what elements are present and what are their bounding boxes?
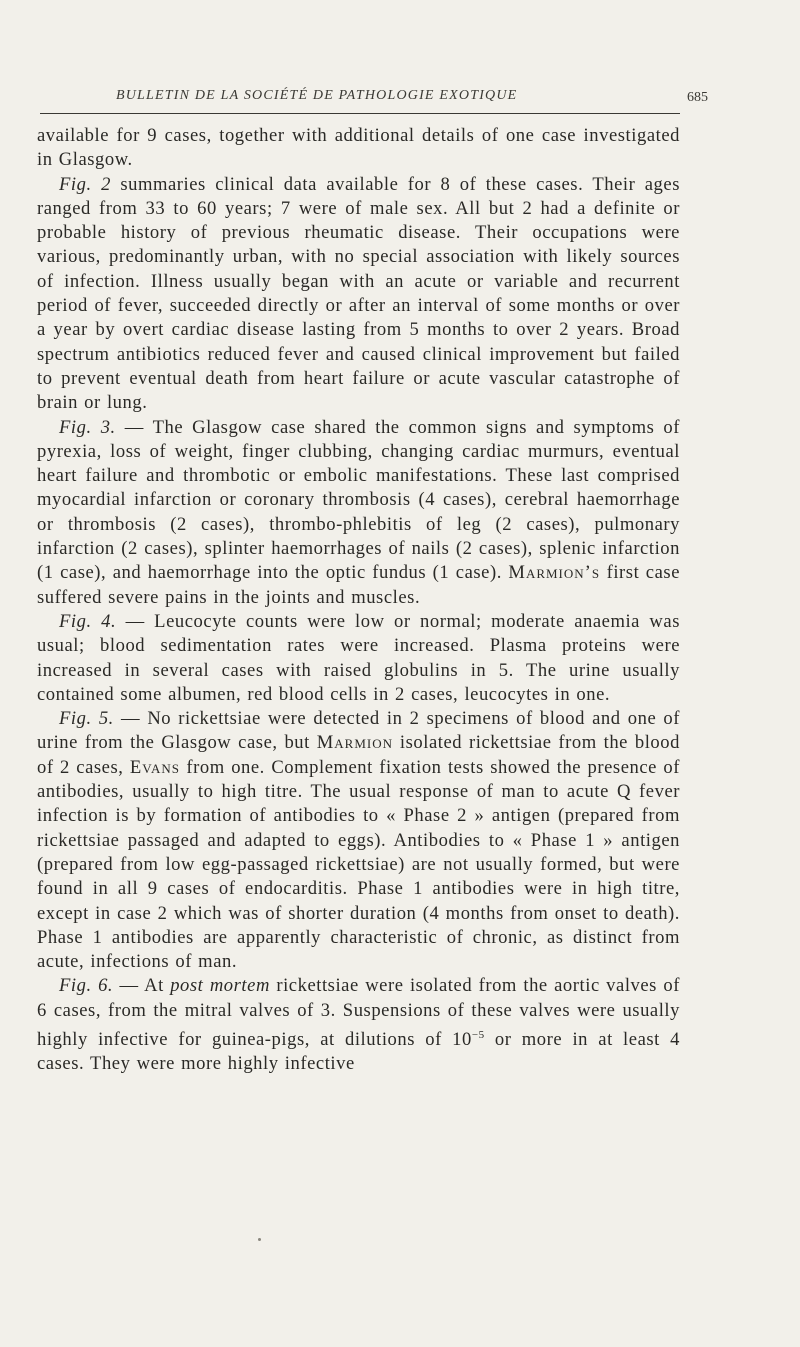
paragraph-fig-4: Fig. 4. — Leucocyte counts were low or normal; moderate anaemia was usual; blood sedimentation rates were increased. Plasma proteins were increased in several cases with raised globulins in 5. The urine usually contained some albumen, red blood cells in 2 cases, leucocytes in one. <box>37 610 680 705</box>
paragraph-fig-5: Fig. 5. — No rickettsiae were detected in 2 specimens of blood and one of urine from the Glasgow case, but Marmion isolated rickettsiae from the blood of 2 cases, Evans from one. Complement fixation tests showed the presence of antibodies, usually to high titre. The usual response of man to acute Q fever infection is by formation of antibodies to « Phase 2 » antigen (prepared from rickettsiae passaged and adapted to eggs). Antibodies to « Phase 1 » antigen (prepared from low egg-passaged rickettsiae) are not usually formed, but were found in all 9 cases of endocarditis. Phase 1 antibodies were in high titre, except in case 2 which was of shorter duration (4 months from onset to death). Phase 1 antibodies are apparently characteristic of chronic, as distinct from acute, infections of man. <box>37 708 680 973</box>
author-name: Marmion’s <box>508 562 601 584</box>
page-number: 685 <box>687 90 708 105</box>
page-header <box>40 86 708 112</box>
paragraph-1: available for 9 cases, together with additional details of one case investigated in Glasgow. <box>37 125 680 171</box>
header-rule <box>40 113 680 114</box>
author-name: Marmion <box>316 732 394 754</box>
author-name: Evans <box>129 756 180 778</box>
paragraph-fig-2: Fig. 2 summaries clinical data available for 8 of these cases. Their ages ranged from 33 to 60 years; 7 were of male sex. All but 2 had a definite or probable history of previous rheumatic disease. Their occupations were various, predominantly urban, with no special association with likely sources of infection. Illness usually began with an acute or variable and recurrent period of fever, succeeded directly or after an interval of some months or over a year by overt cardiac disease lasting from 5 months to over 2 years. Broad spectrum antibiotics reduced fever and caused clinical improvement but failed to prevent eventual death from heart failure or acute vascular catastrophe of brain or lung. <box>37 173 680 414</box>
fig-label: Fig. 4. <box>59 610 117 632</box>
latin-term: post mortem <box>170 975 270 997</box>
paragraph-fig-3: Fig. 3. — The Glasgow case shared the common signs and symptoms of pyrexia, loss of weight, finger clubbing, changing cardiac murmurs, eventual heart failure and thrombotic or embolic manifestations. These last comprised myocardial infarction or coronary thrombosis (4 cases), cerebral haemorrhage or thrombosis (2 cases), thrombo-phlebitis of leg (2 cases), pulmonary infarction (2 cases), splinter haemorrhages of nails (2 cases), splenic infarction (1 case), and haemorrhage into the optic fundus (1 case). Marmion’s first case suffered severe pains in the joints and muscles. <box>37 416 680 608</box>
exponent: −5 <box>471 1028 485 1041</box>
body-text <box>37 124 680 1077</box>
paragraph-fig-6: Fig. 6. — At post mortem rickettsiae were isolated from the aortic valves of 6 cases, from the mitral valves of 3. Suspensions of these valves were usually highly infective for guinea-pigs, at dilutions of $10^{-5}$ or more in at least 4 cases. They were more highly infective <box>37 975 680 1075</box>
fig-label: Fig. 2 <box>59 173 111 195</box>
paper-speck <box>258 1238 261 1241</box>
fig-label: Fig. 6. <box>59 975 114 997</box>
running-head: BULLETIN DE LA SOCIÉTÉ DE PATHOLOGIE EXOTIQUE <box>116 88 518 103</box>
fig-label: Fig. 5. <box>59 708 114 730</box>
fig-label: Fig. 3. <box>59 416 116 438</box>
